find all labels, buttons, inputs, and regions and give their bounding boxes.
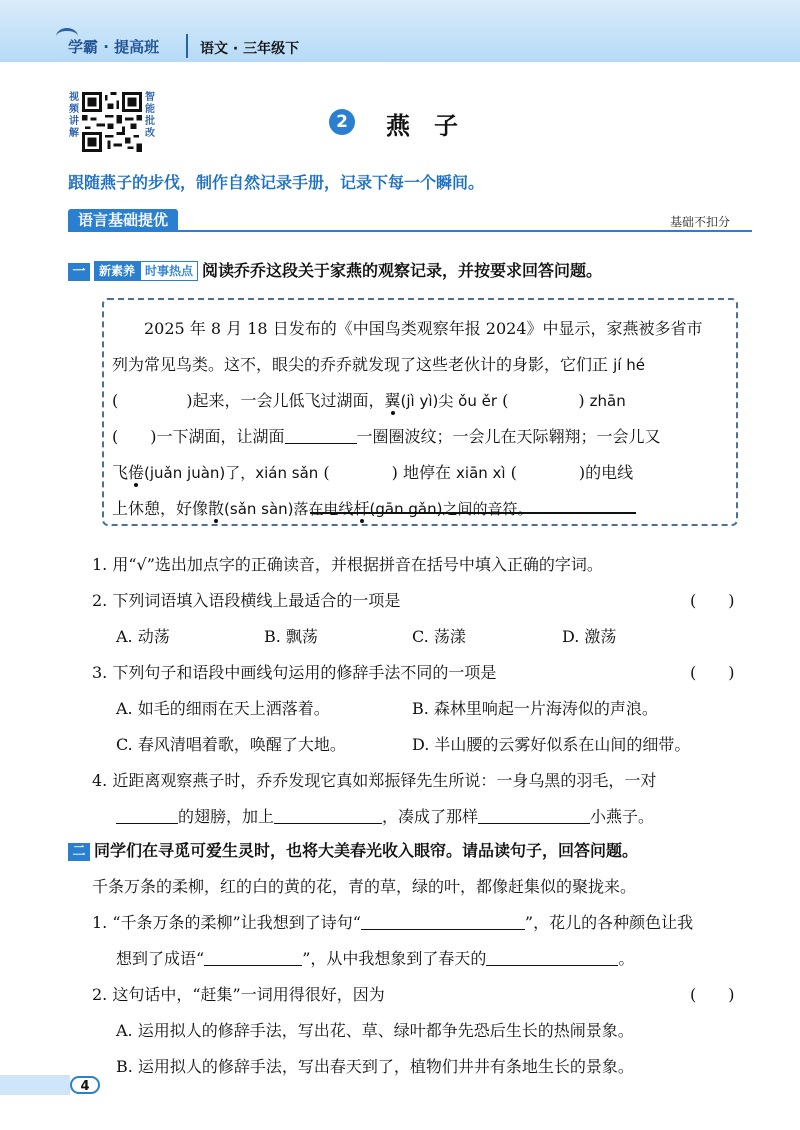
passage-line-6: 上休憩，好像散(sǎn sàn)落在电线杆(gān gǎn)之间的音符。 [112, 499, 533, 518]
q1-sub-4-line-2: 的翅膀，加上 ，凑成了那样 小燕子。 [116, 804, 654, 827]
dotted-char-gan: 杆 [353, 499, 370, 518]
question-2-instruction: 同学们在寻觅可爱生灵时，也将大美春光收入眼帘。请品读句子，回答问题。 [94, 841, 639, 860]
q1-sub-3-option-b[interactable]: B. 森林里响起一片海涛似的声浪。 [412, 699, 658, 718]
q1-sub-3-option-a[interactable]: A. 如毛的细雨在天上洒落着。 [116, 699, 330, 718]
passage-line-2: 列为常见鸟类。这不，眼尖的乔乔就发现了这些老伙计的身影，它们正 jí hé [112, 355, 645, 374]
q1-sub-3-option-d[interactable]: D. 半山腰的云雾好似系在山间的细带。 [412, 735, 691, 754]
lesson-slogan: 跟随燕子的步伐，制作自然记录手册，记录下每一个瞬间。 [68, 173, 485, 192]
page-header [0, 0, 800, 62]
lesson-number-badge: 2 [329, 109, 355, 135]
q2-sub-2: 2. 这句话中，“赶集”一词用得很好，因为 [92, 985, 385, 1004]
q2-sub-2-option-a[interactable]: A. 运用拟人的修辞手法，写出花、草、绿叶都争先恐后生长的热闹景象。 [116, 1021, 634, 1040]
section-title: 语言基础提优 [68, 209, 178, 231]
pinyin-ou-er: ǒu ěr [458, 392, 497, 410]
qr-left-label: 视频讲解 [69, 92, 79, 139]
passage-line-3: ( )起来，一会儿低飞过湖面，翼(jì yì)尖 ǒu ěr ( ) zhān [112, 391, 626, 410]
pinyin-choice-san[interactable]: (sǎn sàn)落在电线 [224, 500, 354, 518]
header-divider [186, 34, 188, 58]
q2-sentence: 千条万条的柔柳，红的白的黄的花，青的草，绿的叶，都像赶集似的聚拢来。 [92, 877, 637, 896]
answer-blank-spring[interactable] [486, 951, 618, 966]
q2-sub-2-option-b[interactable]: B. 运用拟人的修辞手法，写出春天到了，植物们井井有条地生长的景象。 [116, 1057, 634, 1076]
q1-sub-2: 2. 下列词语填入语段横线上最适合的一项是 [92, 591, 401, 610]
answer-blank-word[interactable] [285, 429, 357, 444]
pinyin-choice-yi[interactable]: (jì yì)尖 [400, 392, 459, 410]
dotted-char-juan: 倦 [128, 463, 145, 482]
answer-blank-tail[interactable] [274, 809, 382, 824]
answer-blank-poem[interactable] [361, 915, 525, 930]
tag-new-literacy: 新素养 [94, 261, 140, 281]
answer-paren-ou-er[interactable] [508, 394, 578, 408]
lesson-title: 燕子 [386, 112, 482, 140]
dotted-char-san: 散 [208, 499, 225, 518]
q1-sub-2-option-d[interactable]: D. 激荡 [562, 627, 617, 646]
answer-blank-idiom[interactable] [204, 951, 302, 966]
tag-current-events: 时事热点 [140, 261, 198, 281]
answer-blank-wings[interactable] [116, 809, 178, 824]
footer-bar [0, 1075, 70, 1095]
q2-sub-2-answer[interactable]: ( ) [690, 985, 735, 1004]
q1-sub-1: 1. 用“√”选出加点字的正确读音，并根据拼音在括号中填入正确的字词。 [92, 555, 603, 574]
underlined-sentence-mark [310, 509, 636, 514]
pinyin-ji-he: jí hé [613, 356, 645, 374]
pinyin-xian-san: xián sǎn [255, 464, 319, 482]
q1-sub-2-option-b[interactable]: B. 飘荡 [264, 627, 318, 646]
brand-title: 学霸 · 提高班 [68, 38, 160, 56]
subject-title: 语文 · 三年级下 [200, 41, 300, 57]
question-1-instruction: 阅读乔乔这段关于家燕的观察记录，并按要求回答问题。 [202, 261, 603, 280]
question-1-heading [68, 258, 602, 281]
pinyin-xian-xi: xiān xì [456, 464, 506, 482]
pinyin-choice-gan[interactable]: (gān gǎn)之间的音符。 [369, 500, 533, 518]
q1-sub-2-option-c[interactable]: C. 荡漾 [412, 627, 466, 646]
q2-sub-1-line-2: 想到了成语“ ”，从中我想象到了春天的 。 [116, 949, 635, 968]
qr-code-icon[interactable] [82, 92, 142, 152]
q1-sub-3-option-c[interactable]: C. 春风清唱着歌，唤醒了大地。 [116, 735, 346, 754]
page-number: 4 [70, 1076, 100, 1094]
pinyin-choice-juan[interactable]: (juǎn juàn)了， [144, 464, 256, 482]
q1-sub-3: 3. 下列句子和语段中画线句运用的修辞手法不同的一项是 [92, 663, 497, 682]
question-1-badge: 一 [68, 263, 90, 281]
q1-sub-4: 4. 近距离观察燕子时，乔乔发现它真如郑振铎先生所说：一身乌黑的羽毛，一对 [92, 771, 657, 790]
dotted-char-yi: 翼 [384, 391, 401, 410]
pinyin-zhan: zhān [589, 392, 626, 410]
answer-paren-ji-he[interactable] [118, 394, 186, 408]
q1-sub-2-answer[interactable]: ( ) [690, 591, 735, 610]
section-note: 基础不扣分 [670, 215, 731, 229]
question-2-heading [68, 838, 638, 861]
answer-paren-xian-xi[interactable] [517, 466, 579, 480]
section-divider [68, 230, 752, 232]
answer-paren-zhan[interactable] [118, 430, 150, 444]
qr-right-label: 智能批改 [145, 92, 155, 139]
passage-line-5: 飞倦(juǎn juàn)了，xián sǎn ( ) 地停在 xiān xì ( )的电线 [112, 463, 634, 482]
qr-block [68, 92, 156, 156]
question-2-badge: 二 [68, 843, 90, 861]
answer-blank-description[interactable] [478, 809, 590, 824]
passage-line-1: 2025 年 8 月 18 日发布的《中国鸟类观察年报 2024》中显示，家燕被多省市 [144, 319, 703, 338]
q1-sub-3-answer[interactable]: ( ) [690, 663, 735, 682]
q1-sub-2-option-a[interactable]: A. 动荡 [116, 627, 170, 646]
q2-sub-1: 1. “千条万条的柔柳”让我想到了诗句“ ”，花儿的各种颜色让我 [92, 913, 694, 932]
answer-paren-xian-san[interactable] [330, 466, 392, 480]
passage-line-4: ( )一下湖面，让湖面 一圈圈波纹；一会儿在天际翱翔；一会儿又 [112, 427, 661, 446]
